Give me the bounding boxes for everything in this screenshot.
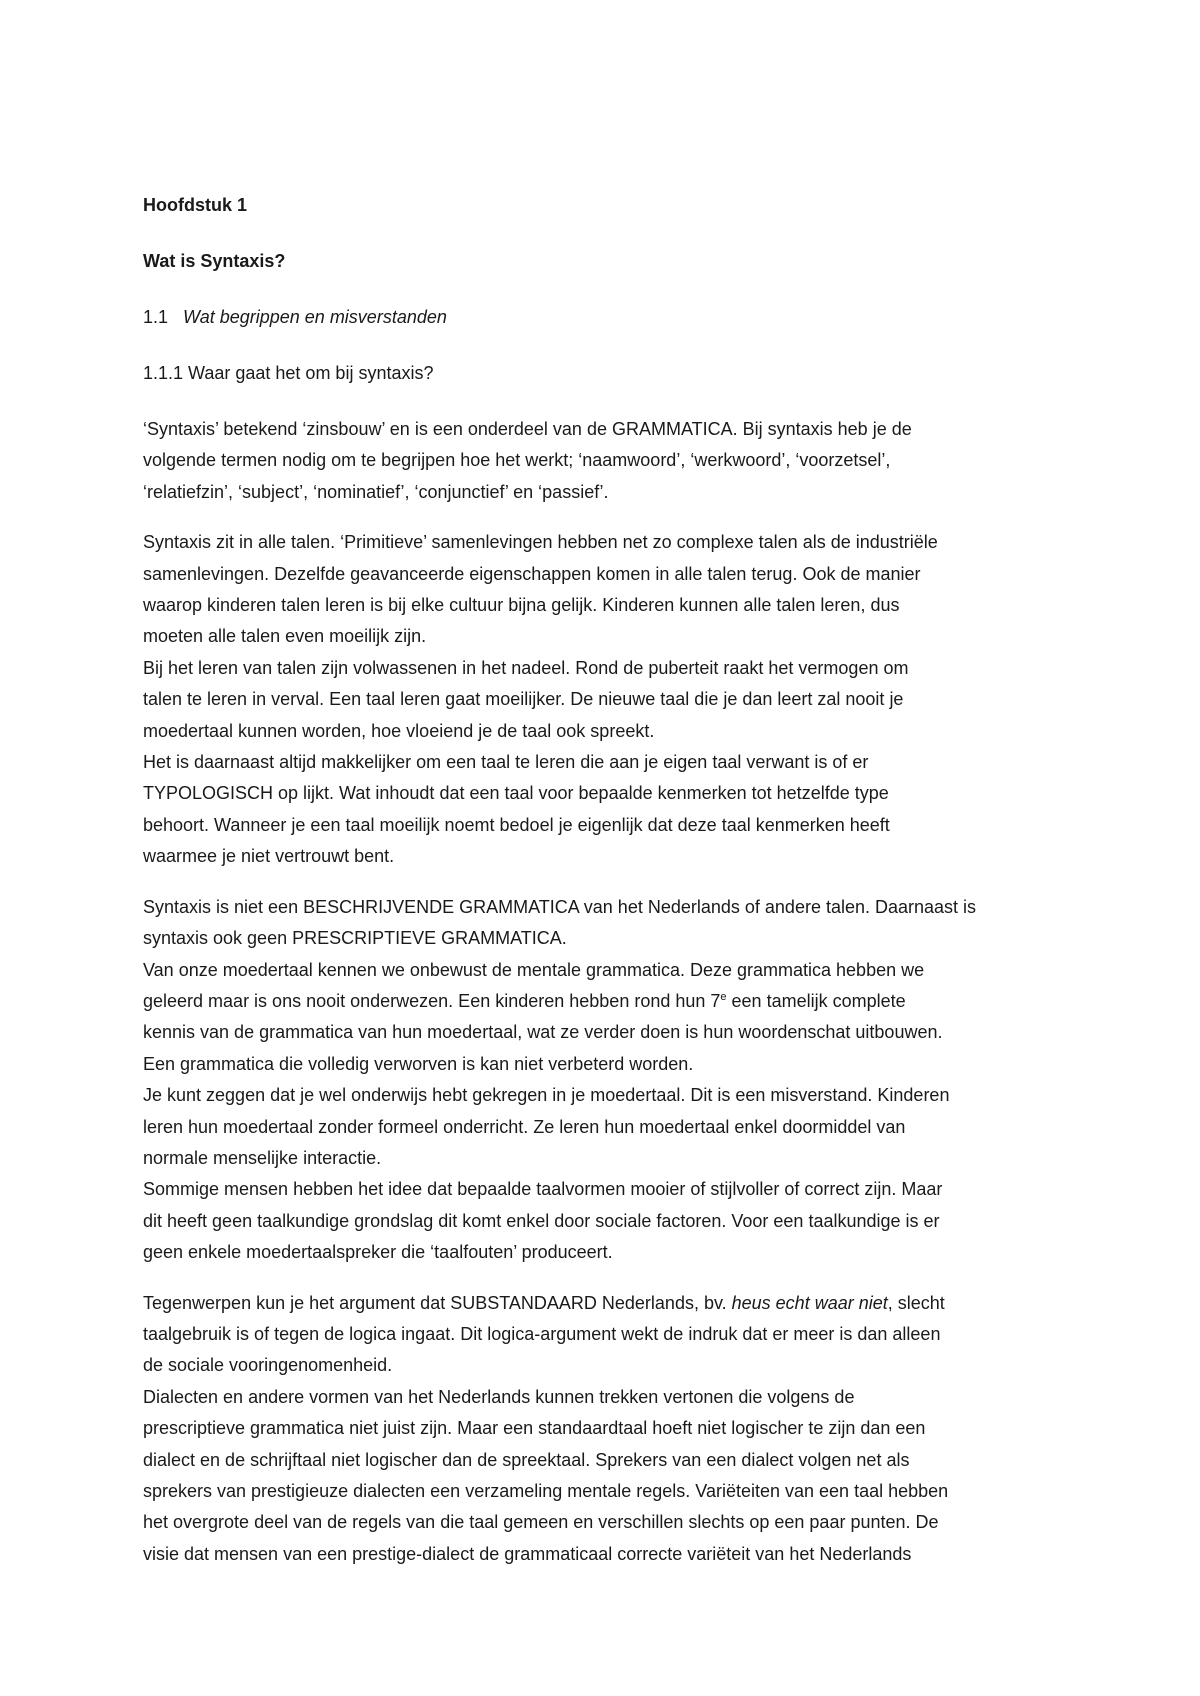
text-line: moedertaal kunnen worden, hoe vloeiend je de taal ook spreekt. bbox=[143, 720, 655, 741]
text-line: Bij het leren van talen zijn volwassenen in het nadeel. Rond de puberteit raakt het vermogen om bbox=[143, 657, 909, 678]
text-line: Een grammatica die volledig verworven is kan niet verbeterd worden. bbox=[143, 1053, 694, 1074]
text-line: Het is daarnaast altijd makkelijker om een taal te leren die aan je eigen taal verwant is of er bbox=[143, 752, 869, 773]
text-line: sprekers van prestigieuze dialecten een verzameling mentale regels. Variëteiten van een taal hebben bbox=[143, 1481, 949, 1501]
text-line: Syntaxis is niet een BESCHRIJVENDE GRAMMATICA van het Nederlands of andere talen. Daarnaast is bbox=[143, 896, 977, 917]
text-line: ‘Syntaxis’ betekend ‘zinsbouw’ en is een onderdeel van de GRAMMATICA. Bij syntaxis heb je de bbox=[143, 419, 912, 439]
subsection-heading bbox=[143, 302, 1083, 332]
text-line: leren hun moedertaal zonder formeel onderricht. Ze leren hun moedertaal enkel doormiddel van bbox=[143, 1116, 906, 1137]
text-line: waarop kinderen talen leren is bij elke cultuur bijna gelijk. Kinderen kunnen alle talen leren, dus bbox=[143, 595, 900, 616]
text-line: Sommige mensen hebben het idee dat bepaalde taalvormen mooier of stijlvoller of correct zijn. Maar bbox=[143, 1179, 943, 1200]
italic-example: heus echt waar niet bbox=[731, 1292, 888, 1313]
text-segment: een tamelijk complete bbox=[726, 990, 906, 1011]
text-line: volgende termen nodig om te begrijpen hoe het werkt; ‘naamwoord’, ‘werkwoord’, ‘voorzetsel’, bbox=[143, 450, 891, 471]
text-line: normale menselijke interactie. bbox=[143, 1147, 382, 1168]
text-line: de sociale vooringenomenheid. bbox=[143, 1355, 393, 1376]
text-line: visie dat mensen van een prestige-dialect de grammaticaal correcte variëteit van het Nederlands bbox=[143, 1543, 912, 1564]
text-line: het overgrote deel van de regels van die taal gemeen en verschillen slechts op een paar punten. De bbox=[143, 1512, 939, 1533]
text-segment: Tegenwerpen kun je het argument dat SUBSTANDAARD Nederlands, bv. bbox=[143, 1292, 732, 1313]
subsubsection-heading: 1.1.1 Waar gaat het om bij syntaxis? bbox=[143, 363, 434, 383]
text-line: prescriptieve grammatica niet juist zijn. Maar een standaardtaal hoeft niet logischer te zijn dan een bbox=[143, 1418, 926, 1439]
paragraph bbox=[143, 1288, 1083, 1571]
text-line: talen te leren in verval. Een taal leren gaat moeilijker. De nieuwe taal die je dan leert zal nooit je bbox=[143, 689, 904, 710]
chapter-title: Hoofdstuk 1 bbox=[143, 195, 248, 215]
text-line: syntaxis ook geen PRESCRIPTIEVE GRAMMATICA. bbox=[143, 928, 567, 949]
text-segment: geleerd maar is ons nooit onderwezen. Een kinderen hebben rond hun 7 bbox=[143, 990, 721, 1011]
subsection-number: 1.1 bbox=[143, 307, 169, 327]
text-line-with-italic bbox=[143, 1288, 1083, 1319]
text-line: TYPOLOGISCH op lijkt. Wat inhoudt dat een taal voor bepaalde kenmerken tot hetzelfde type bbox=[143, 783, 889, 804]
text-line: dialect en de schrijftaal niet logischer dan de spreektaal. Sprekers van een dialect volgen net als bbox=[143, 1449, 910, 1470]
text-line: moeten alle talen even moeilijk zijn. bbox=[143, 626, 427, 647]
text-line-with-superscript bbox=[143, 986, 1083, 1017]
text-line: Je kunt zeggen dat je wel onderwijs hebt gekregen in je moedertaal. Dit is een misverstand. Kinderen bbox=[143, 1085, 950, 1106]
text-line: kennis van de grammatica van hun moedertaal, wat ze verder doen is hun woordenschat uitbouwen. bbox=[143, 1022, 943, 1043]
text-segment: , slecht bbox=[887, 1292, 945, 1313]
text-line: Van onze moedertaal kennen we onbewust de mentale grammatica. Deze grammatica hebben we bbox=[143, 959, 925, 980]
text-line: dit heeft geen taalkundige grondslag dit komt enkel door sociale factoren. Voor een taalkundige is er bbox=[143, 1210, 940, 1231]
section-title: Wat is Syntaxis? bbox=[143, 251, 286, 271]
text-line: behoort. Wanneer je een taal moeilijk noemt bedoel je eigenlijk dat deze taal kenmerken heeft bbox=[143, 814, 890, 835]
text-line: Syntaxis zit in alle talen. ‘Primitieve’ samenlevingen hebben net zo complexe talen als de industriële bbox=[143, 532, 938, 553]
document-page bbox=[143, 190, 1083, 1570]
text-line: taalgebruik is of tegen de logica ingaat. Dit logica-argument wekt de indruk dat er meer is dan alleen bbox=[143, 1323, 941, 1344]
paragraph bbox=[143, 892, 1083, 1269]
text-line: samenlevingen. Dezelfde geavanceerde eigenschappen komen in alle talen terug. Ook de manier bbox=[143, 563, 921, 584]
text-line: geen enkele moedertaalspreker die ‘taalfouten’ produceert. bbox=[143, 1242, 613, 1263]
paragraph bbox=[143, 414, 1083, 508]
text-line: waarmee je niet vertrouwt bent. bbox=[143, 846, 395, 867]
subsection-title: Wat begrippen en misverstanden bbox=[183, 307, 447, 327]
text-line: Dialecten en andere vormen van het Nederlands kunnen trekken vertonen die volgens de bbox=[143, 1386, 855, 1407]
paragraph bbox=[143, 527, 1083, 872]
text-line: ‘relatiefzin’, ‘subject’, ‘nominatief’, ‘conjunctief’ en ‘passief’. bbox=[143, 481, 609, 502]
superscript: e bbox=[720, 990, 727, 1003]
